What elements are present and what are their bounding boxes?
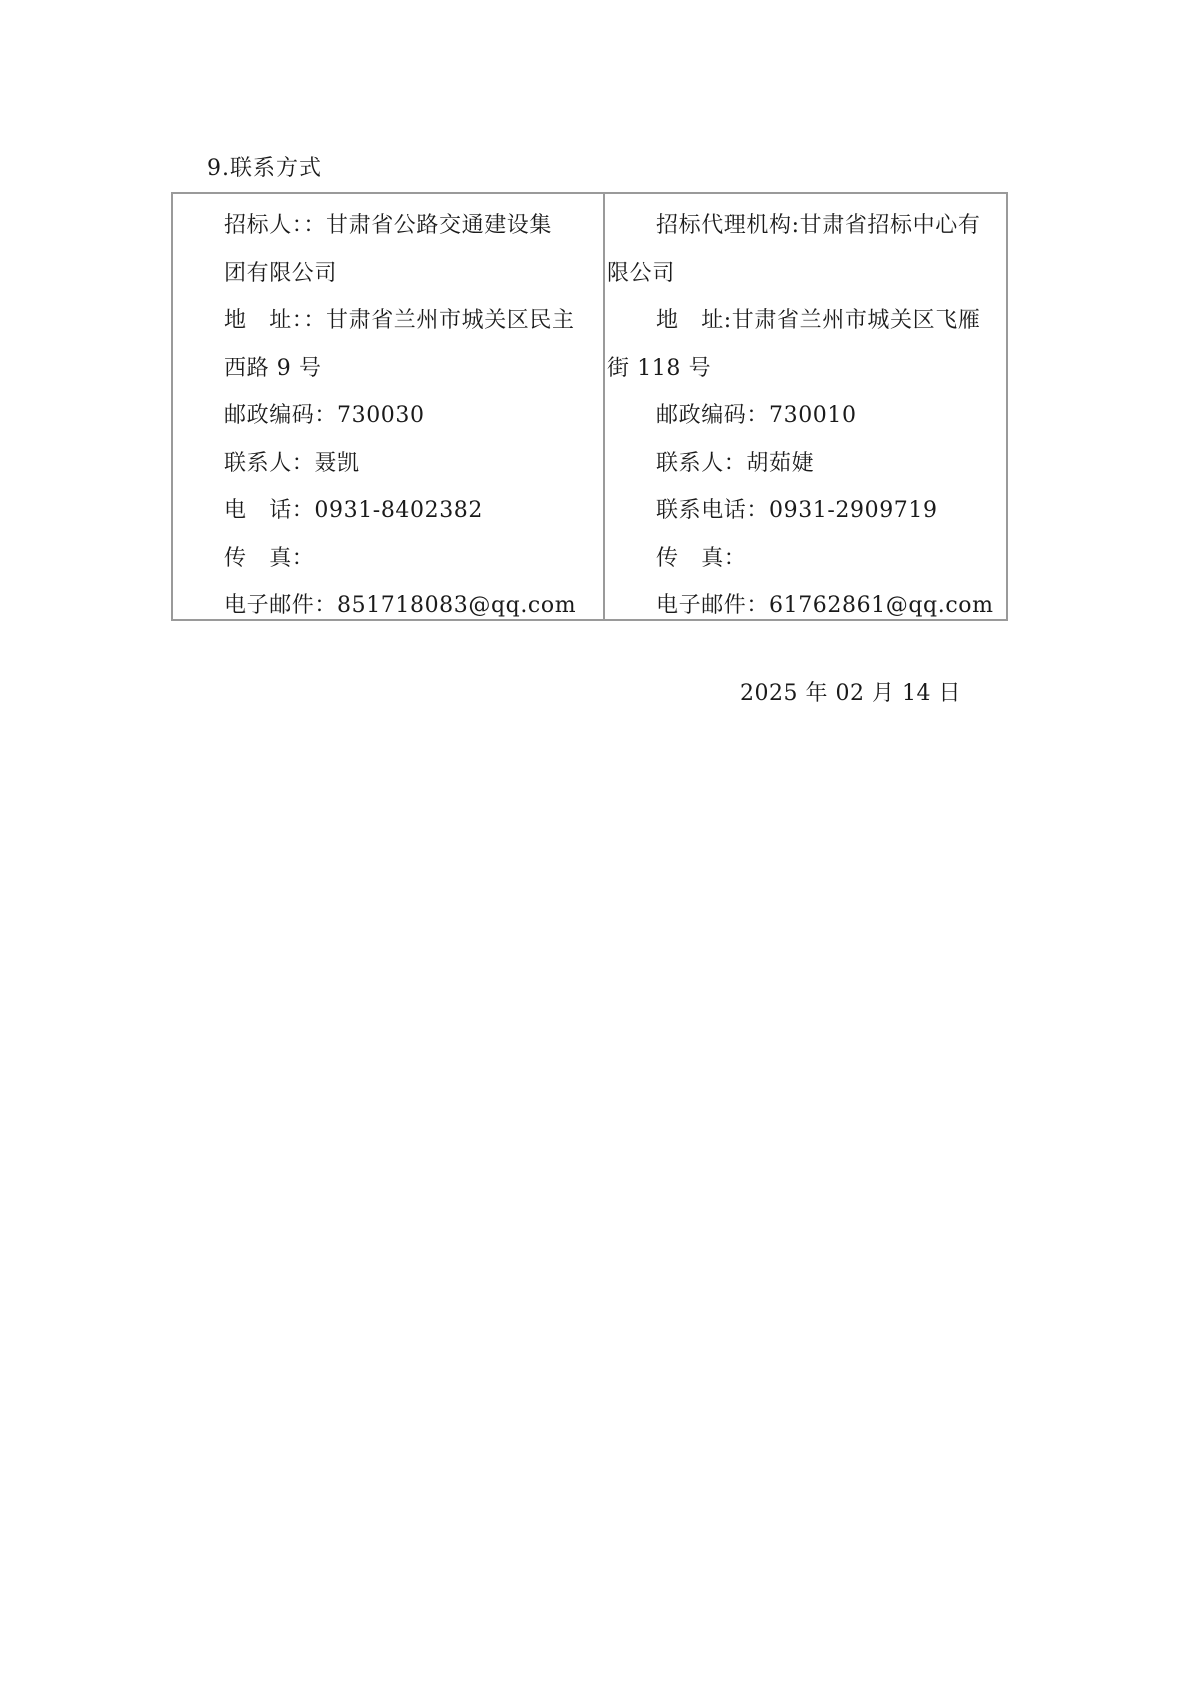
tenderer-phone: 电 话：0931-8402382 bbox=[224, 498, 484, 523]
agency-name-continued: 限公司 bbox=[607, 260, 675, 286]
tenderer-name-continued: 团有限公司 bbox=[224, 260, 338, 286]
signature-date: 2025 年 02 月 14 日 bbox=[740, 681, 961, 706]
tenderer-contact-person: 联系人：聂凯 bbox=[224, 450, 360, 476]
agency-email: 电子邮件：61762861@qq.com bbox=[656, 593, 994, 618]
section-heading: 9.联系方式 bbox=[207, 156, 322, 181]
agency-contact-column bbox=[605, 194, 1006, 619]
tenderer-email: 电子邮件：851718083@qq.com bbox=[224, 593, 577, 618]
tenderer-contact-column bbox=[173, 194, 605, 619]
tenderer-address-continued: 西路 9 号 bbox=[224, 355, 322, 381]
tenderer-fax: 传 真： bbox=[224, 545, 315, 571]
tenderer-name: 招标人：：甘肃省公路交通建设集 bbox=[224, 213, 553, 238]
agency-phone: 联系电话：0931-2909719 bbox=[656, 498, 938, 523]
agency-name: 招标代理机构:甘肃省招标中心有 bbox=[656, 213, 981, 238]
agency-fax: 传 真： bbox=[656, 545, 747, 571]
contact-table bbox=[171, 192, 1008, 621]
agency-postcode: 邮政编码：730010 bbox=[656, 403, 857, 428]
agency-contact-person: 联系人：胡茹婕 bbox=[656, 450, 815, 476]
agency-address-continued: 街 118 号 bbox=[607, 355, 712, 381]
tenderer-address: 地 址：：甘肃省兰州市城关区民主 bbox=[224, 308, 575, 333]
tenderer-postcode: 邮政编码：730030 bbox=[224, 403, 425, 428]
agency-address: 地 址:甘肃省兰州市城关区飞雁 bbox=[656, 308, 981, 333]
